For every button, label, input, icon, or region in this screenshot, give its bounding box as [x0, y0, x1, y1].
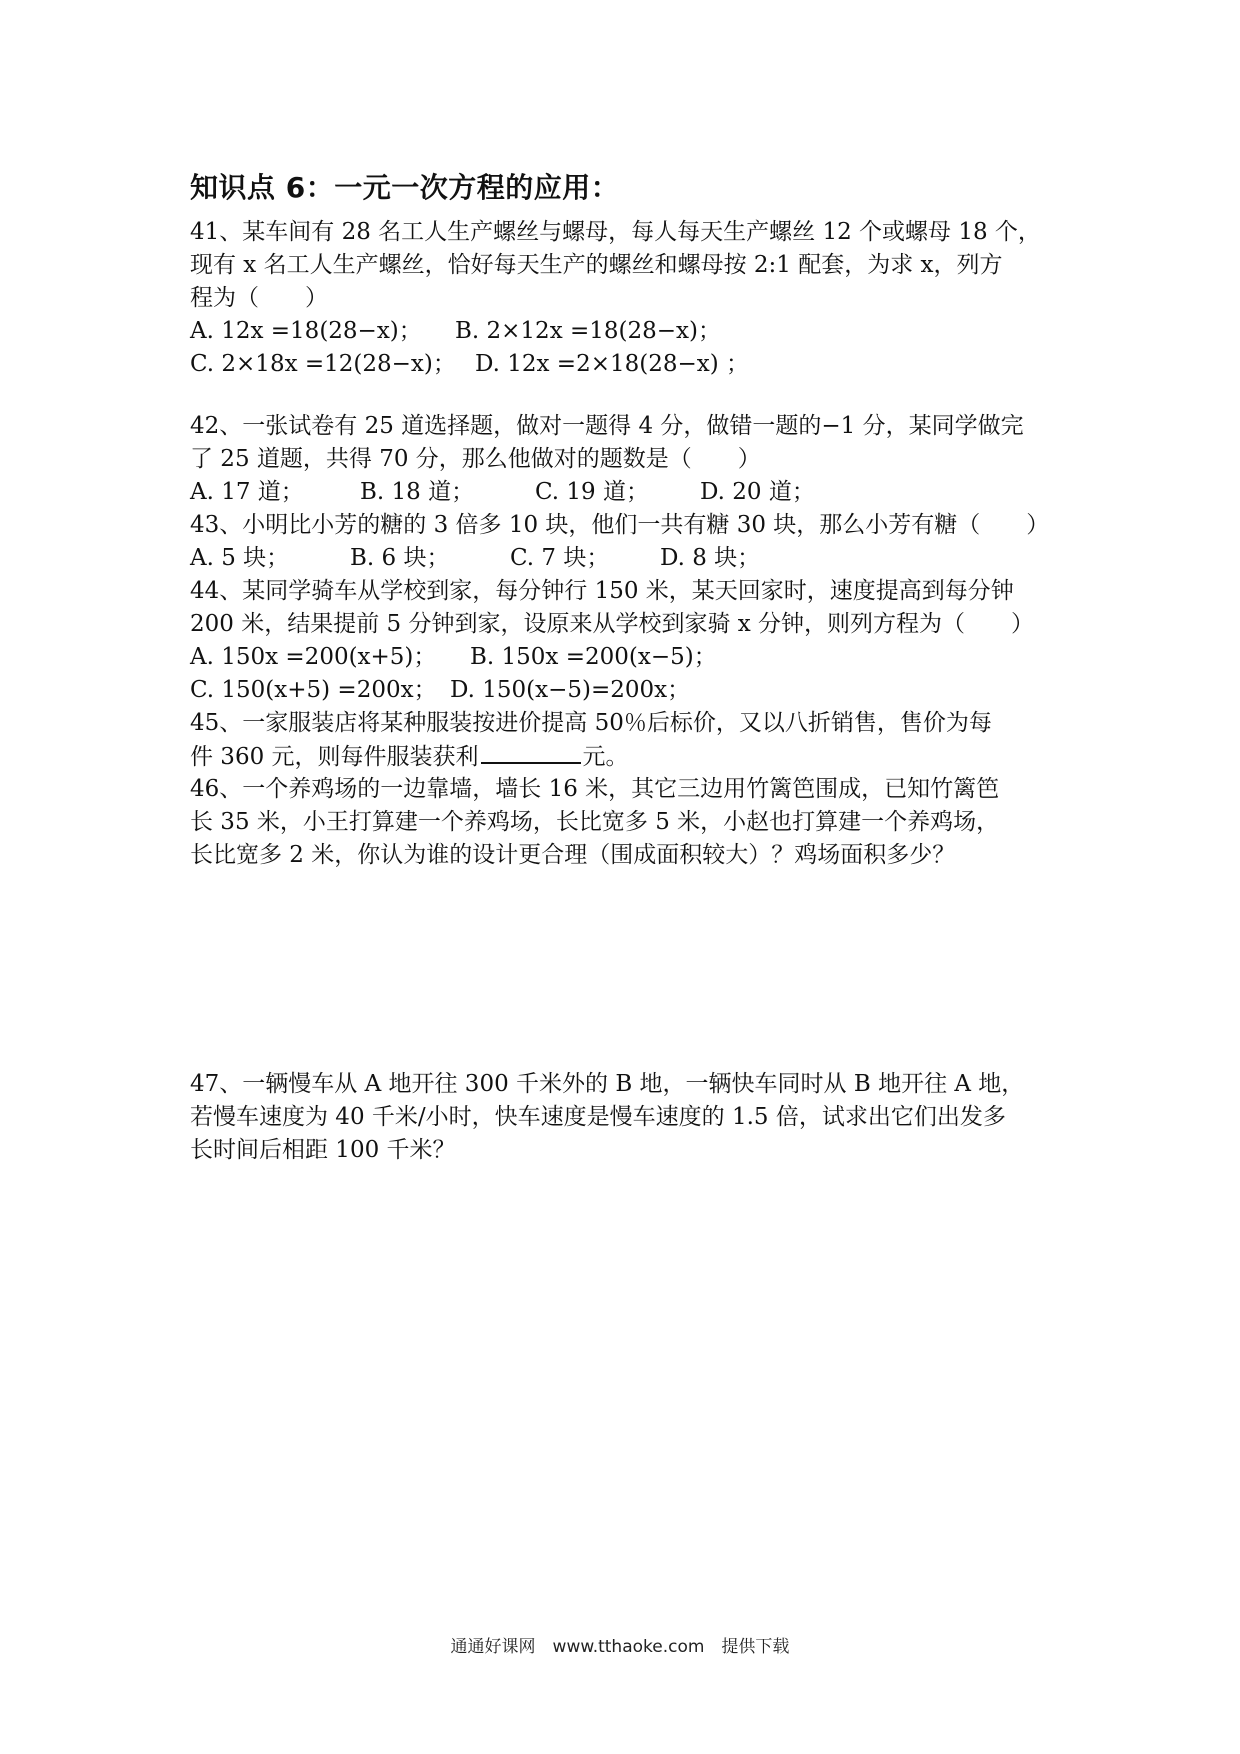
option-a: A. 5 块； — [190, 545, 290, 571]
question-text-line: 47、一辆慢车从 A 地开往 300 千米外的 B 地，一辆快车同时从 B 地开往 A 地， — [190, 1071, 1025, 1097]
question-text-line: 42、一张试卷有 25 道选择题，做对一题得 4 分，做错一题的−1 分，某同学做完 — [190, 413, 1024, 439]
question-47 — [190, 1068, 1060, 1167]
option-d: D. 150(x−5)=200x； — [450, 677, 691, 703]
option-c: C. 19 道； — [535, 479, 649, 505]
option-d: D. 8 块； — [660, 545, 761, 571]
question-45 — [190, 707, 1060, 774]
section-heading: 知识点 6：一元一次方程的应用： — [190, 171, 620, 204]
option-a: A. 12x =18(28−x)； — [190, 318, 422, 344]
question-text-line: 45、一家服装店将某种服装按进价提高 50％后标价，又以八折销售，售价为每 — [190, 710, 992, 736]
option-b: B. 6 块； — [350, 545, 450, 571]
question-text: 元。 — [582, 744, 629, 770]
question-text-line: 46、一个养鸡场的一边靠墙，墙长 16 米，其它三边用竹篱笆围成，已知竹篱笆 — [190, 776, 1000, 802]
option-row — [190, 348, 1060, 381]
option-d: D. 20 道； — [700, 479, 815, 505]
answer-blank[interactable] — [481, 740, 581, 764]
question-text-line: 长比宽多 2 米，你认为谁的设计更合理（围成面积较大）？鸡场面积多少？ — [190, 842, 956, 868]
option-c: C. 2×18x =12(28−x)； — [190, 351, 456, 377]
option-b: B. 150x =200(x−5)； — [470, 644, 717, 670]
option-c: C. 7 块； — [510, 545, 610, 571]
option-row — [190, 542, 1060, 575]
question-41 — [190, 216, 1060, 381]
question-text-line: 了 25 道题，共得 70 分，那么他做对的题数是（ ） — [190, 446, 761, 472]
option-row — [190, 674, 1060, 707]
question-text: 件 360 元，则每件服装获利 — [190, 744, 479, 770]
option-c: C. 150(x+5) =200x； — [190, 677, 437, 703]
question-text-line: 长 35 米，小王打算建一个养鸡场，长比宽多 5 米，小赵也打算建一个养鸡场， — [190, 809, 1000, 835]
question-43 — [190, 509, 1060, 575]
page-footer: 通通好课网 www.tthaoke.com 提供下载 — [450, 1637, 790, 1657]
option-a: A. 150x =200(x+5)； — [190, 644, 437, 670]
question-text-line: 若慢车速度为 40 千米/小时，快车速度是慢车速度的 1.5 倍，试求出它们出发多 — [190, 1104, 1006, 1130]
question-text-line: 程为（ ） — [190, 285, 328, 311]
option-a: A. 17 道； — [190, 479, 304, 505]
question-42 — [190, 410, 1060, 509]
option-row — [190, 641, 1060, 674]
option-b: B. 18 道； — [360, 479, 475, 505]
question-text-line: 44、某同学骑车从学校到家，每分钟行 150 米，某天回家时，速度提高到每分钟 — [190, 578, 1014, 604]
option-row — [190, 315, 1060, 348]
option-d: D. 12x =2×18(28−x) ； — [475, 351, 750, 377]
question-text-line: 现有 x 名工人生产螺丝，恰好每天生产的螺丝和螺母按 2:1 配套，为求 x，列方 — [190, 252, 1003, 278]
question-text-line — [190, 740, 1060, 774]
question-text-line: 41、某车间有 28 名工人生产螺丝与螺母，每人每天生产螺丝 12 个或螺母 18 个， — [190, 219, 1041, 245]
question-text-line: 200 米，结果提前 5 分钟到家，设原来从学校到家骑 x 分钟，则列方程为（ ） — [190, 611, 1035, 637]
question-text-line: 43、小明比小芳的糖的 3 倍多 10 块，他们一共有糖 30 块，那么小芳有糖（ ） — [190, 512, 1050, 538]
option-row — [190, 476, 1060, 509]
question-text-line: 长时间后相距 100 千米？ — [190, 1137, 456, 1163]
option-b: B. 2×12x =18(28−x)； — [455, 318, 721, 344]
question-44 — [190, 575, 1060, 707]
question-46 — [190, 773, 1060, 872]
